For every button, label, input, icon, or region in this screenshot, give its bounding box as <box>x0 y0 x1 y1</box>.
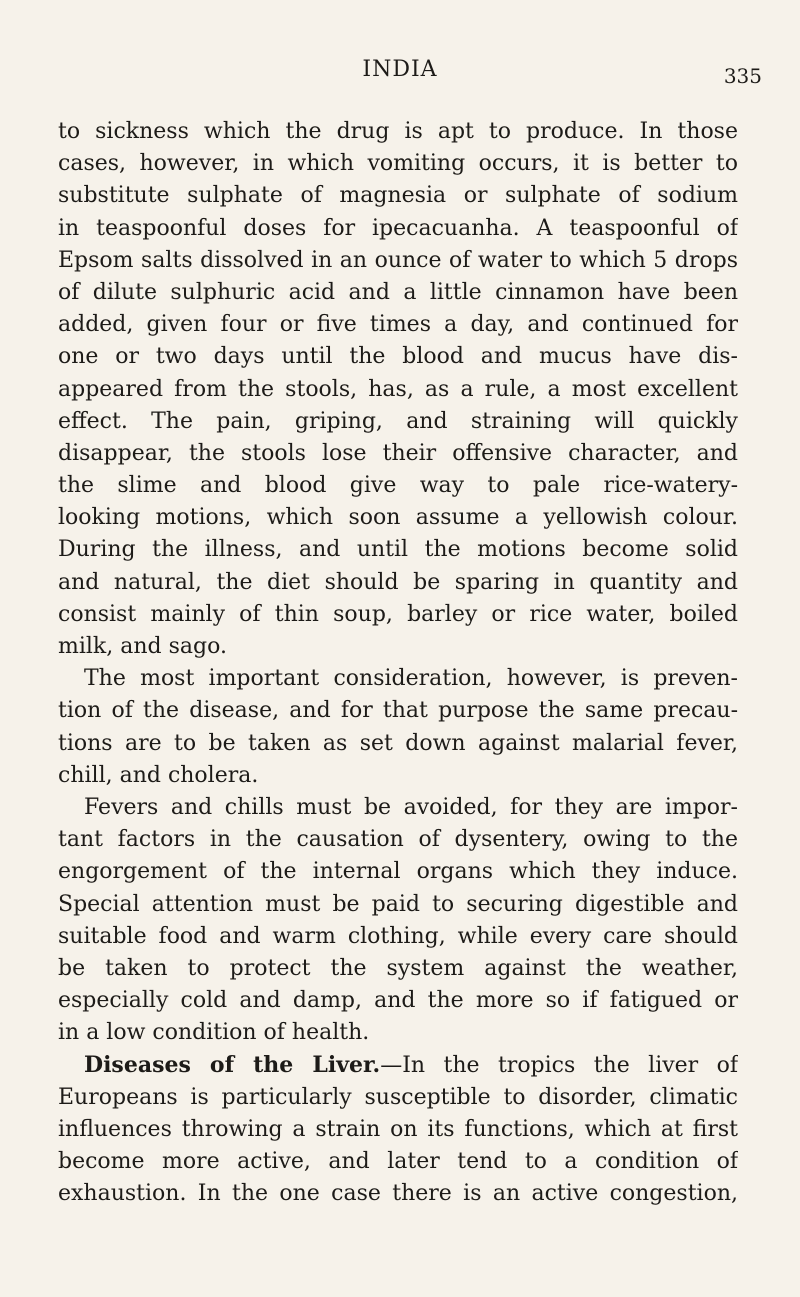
text-line: tion of the disease, and for that purpose the same precau- <box>58 698 738 724</box>
text-line: in a low condition of health. <box>58 1020 370 1046</box>
text-line: looking motions, which soon assume a yellowish colour. <box>58 505 738 531</box>
page-number: 335 <box>723 64 762 88</box>
text-line: tions are to be taken as set down against malarial fever, <box>58 730 738 756</box>
text-line: consist mainly of thin soup, barley or rice water, boiled <box>58 601 738 627</box>
body-text <box>58 116 738 1210</box>
text-line: Europeans is particularly susceptible to disorder, climatic <box>58 1084 738 1110</box>
text-line: appeared from the stools, has, as a rule, a most excellent <box>58 376 738 402</box>
text-line: become more active, and later tend to a condition of <box>58 1149 738 1174</box>
text-line: Special attention must be paid to securing digestible and <box>58 891 738 917</box>
running-head <box>0 58 800 88</box>
text-line: milk, and sago. <box>58 634 227 659</box>
text-line: chill, and cholera. <box>58 762 259 788</box>
text-line: be taken to protect the system against the weather, <box>58 955 738 981</box>
text-line: cases, however, in which vomiting occurs, it is better to <box>58 151 738 177</box>
text-line: Epsom salts dissolved in an ounce of water to which 5 drops <box>58 247 738 273</box>
text-line: in teaspoonful doses for ipecacuanha. A teaspoonful of <box>58 215 738 241</box>
text-line: to sickness which the drug is apt to produce. In those <box>58 119 738 144</box>
text-line: disappear, the stools lose their offensive character, and <box>58 440 738 466</box>
text-line: influences throwing a strain on its functions, which at first <box>58 1116 738 1142</box>
text-line: tant factors in the causation of dysentery, owing to the <box>58 827 738 853</box>
text-line: especially cold and damp, and the more so if fatigued or <box>58 988 738 1014</box>
text-line: The most important consideration, however, is preven- <box>84 666 738 692</box>
text-line-continuation: —In the tropics the liver of <box>380 1053 738 1079</box>
paragraph-diseases-of-the-liver <box>58 1049 738 1210</box>
text-line: suitable food and warm clothing, while every care should <box>58 923 738 949</box>
text-line <box>58 1049 738 1081</box>
header-title: INDIA <box>362 57 438 82</box>
section-run-head: Diseases of the Liver. <box>84 1052 381 1079</box>
text-line: one or two days until the blood and mucus have dis- <box>58 344 738 370</box>
text-line: During the illness, and until the motions become solid <box>58 537 738 563</box>
text-line: of dilute sulphuric acid and a little cinnamon have been <box>58 279 738 305</box>
text-line: and natural, the diet should be sparing in quantity and <box>58 569 738 595</box>
text-line: substitute sulphate of magnesia or sulphate of sodium <box>58 183 738 209</box>
text-line: exhaustion. In the one case there is an active congestion, <box>58 1181 738 1207</box>
paragraph-prevention <box>58 663 738 792</box>
text-line: Fevers and chills must be avoided, for they are impor- <box>84 794 738 820</box>
text-line: effect. The pain, griping, and straining will quickly <box>58 408 738 434</box>
paragraph-dysentery-treatment <box>58 116 738 663</box>
text-line: engorgement of the internal organs which they induce. <box>58 859 738 885</box>
paragraph-fevers-and-chills <box>58 792 738 1050</box>
text-line: added, given four or five times a day, and continued for <box>58 312 738 338</box>
text-line: the slime and blood give way to pale rice-watery- <box>58 473 738 499</box>
